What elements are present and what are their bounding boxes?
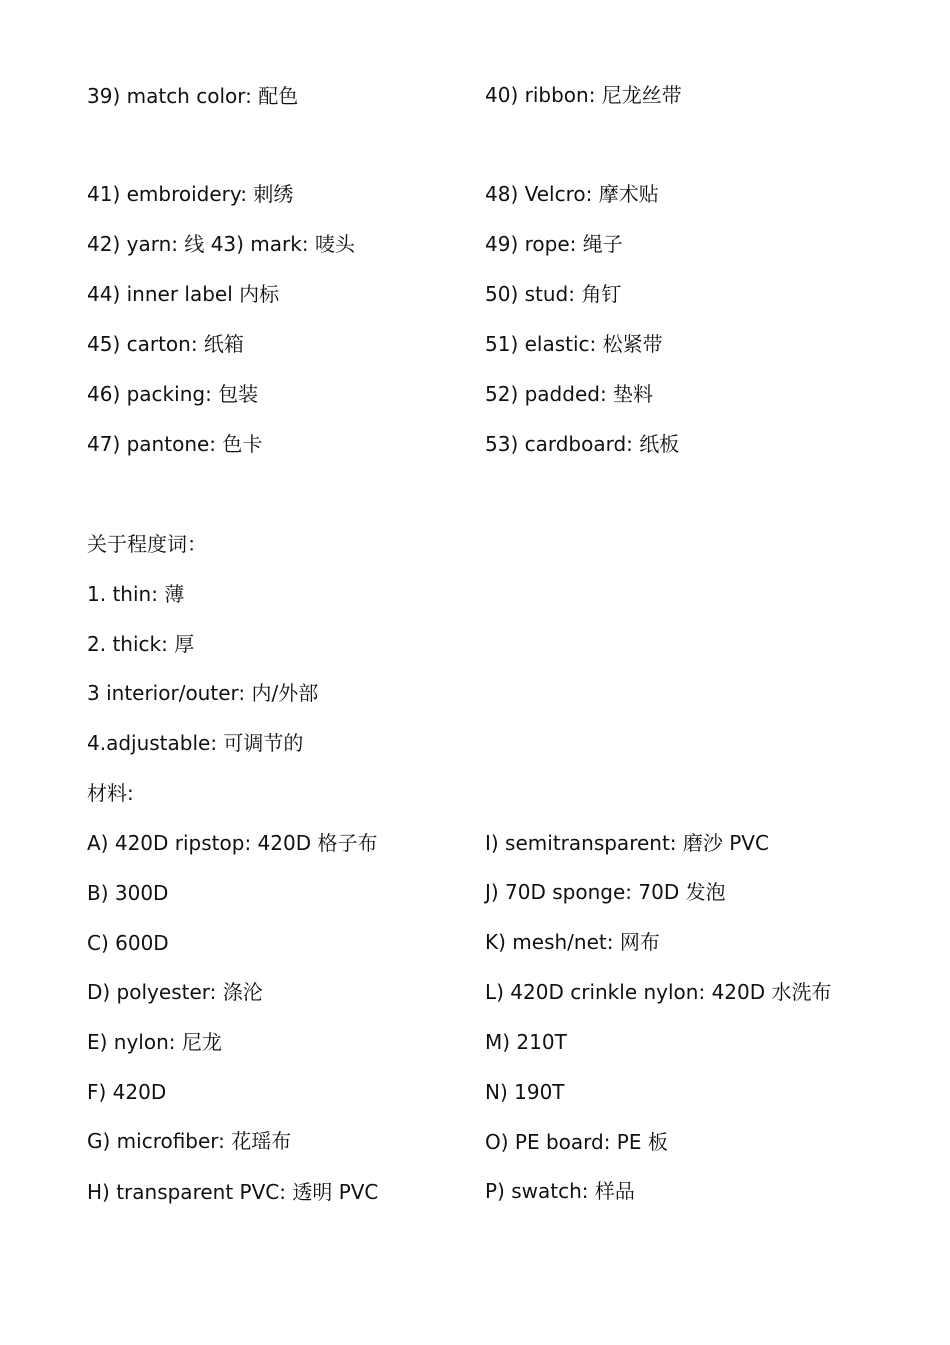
degree-item-3: 3 interior/outer: 内/外部 [87, 681, 319, 705]
degree-item-1: 1. thin: 薄 [87, 582, 185, 606]
term-42-43: 42) yarn: 线 43) mark: 唛头 [87, 232, 355, 256]
degree-heading: 关于程度词： [87, 532, 207, 556]
materials-heading: 材料: [87, 781, 134, 805]
material-f: F) 420D [87, 1080, 167, 1104]
term-53: 53) cardboard: 纸板 [485, 432, 680, 456]
material-h: H) transparent PVC: 透明 PVC [87, 1180, 379, 1204]
term-40: 40) ribbon: 尼龙丝带 [485, 83, 682, 107]
material-n: N) 190T [485, 1080, 565, 1104]
term-45: 45) carton: 纸箱 [87, 332, 244, 356]
term-46: 46) packing: 包装 [87, 382, 259, 406]
term-49: 49) rope: 绳子 [485, 232, 623, 256]
term-52: 52) padded: 垫料 [485, 382, 654, 406]
material-b: B) 300D [87, 881, 169, 905]
term-51: 51) elastic: 松紧带 [485, 332, 663, 356]
material-p: P) swatch: 样品 [485, 1179, 635, 1203]
term-47: 47) pantone: 色卡 [87, 432, 263, 456]
term-44: 44) inner label 内标 [87, 282, 280, 306]
material-i: I) semitransparent: 磨沙 PVC [485, 831, 769, 855]
material-j: J) 70D sponge: 70D 发泡 [485, 880, 726, 904]
material-e: E) nylon: 尼龙 [87, 1030, 222, 1054]
material-g: G) microfiber: 花瑶布 [87, 1129, 292, 1153]
material-l: L) 420D crinkle nylon: 420D 水洗布 [485, 980, 832, 1004]
degree-item-2: 2. thick: 厚 [87, 632, 195, 656]
material-o: O) PE board: PE 板 [485, 1130, 668, 1154]
degree-item-4: 4.adjustable: 可调节的 [87, 731, 304, 755]
term-41: 41) embroidery: 刺绣 [87, 182, 294, 206]
material-d: D) polyester: 涤沦 [87, 980, 263, 1004]
material-c: C) 600D [87, 931, 169, 955]
material-m: M) 210T [485, 1030, 567, 1054]
material-k: K) mesh/net: 网布 [485, 930, 660, 954]
material-a: A) 420D ripstop: 420D 格子布 [87, 831, 378, 855]
term-39: 39) match color: 配色 [87, 84, 299, 108]
term-50: 50) stud: 角钉 [485, 282, 622, 306]
term-48: 48) Velcro: 摩术贴 [485, 182, 659, 206]
